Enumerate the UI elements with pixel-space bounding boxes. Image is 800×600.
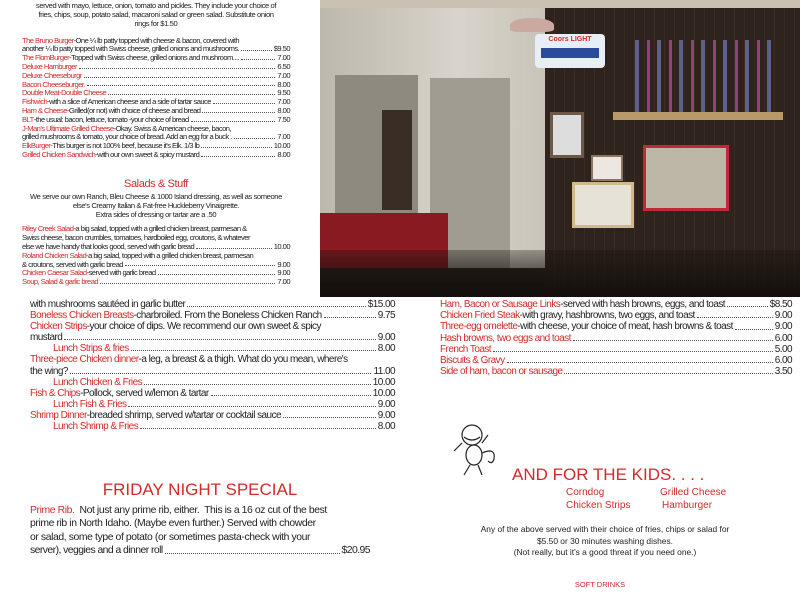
leader-dots (241, 59, 275, 60)
item-price: 9.00 (377, 409, 395, 421)
leader-dots (573, 340, 773, 341)
beer-sign-text: Coors LIGHT (548, 36, 592, 43)
item-name: Chicken Caesar Salad (22, 268, 87, 278)
leader-dots (324, 317, 376, 318)
menu-line (22, 278, 290, 287)
framed-picture (643, 145, 729, 211)
item-name: Lunch Chicken & Fries (53, 376, 143, 388)
item-description: -Okay. Swiss & American cheese, bacon, (113, 123, 231, 133)
menu-line (440, 333, 792, 344)
trophies (635, 40, 775, 112)
menu-line (30, 332, 395, 343)
item-price: 6.00 (774, 355, 792, 367)
item-description: mustard (30, 332, 63, 344)
item-description: -breaded shrimp, served w/tartar or cocktail sauce (86, 409, 282, 421)
leader-dots (191, 121, 276, 122)
item-name: Biscuits & Gravy (440, 355, 505, 367)
salads-intro-line: else's Creamy Italian & Fat-free Huckleberry Vinaigrette. (72, 200, 240, 210)
salads-title: Salads & Stuff (124, 177, 188, 190)
leader-dots (211, 395, 371, 396)
menu-line (30, 354, 395, 365)
menu-line (30, 366, 395, 377)
item-description: -a big salad, topped with a grilled chicken breast, parmesan (86, 250, 254, 260)
item-price: 3.50 (774, 366, 792, 378)
leader-dots (140, 428, 376, 429)
leader-dots (100, 283, 275, 284)
framed-picture (550, 112, 584, 158)
item-price: $9.50 (273, 44, 290, 54)
item-name: Fishwich (22, 97, 48, 107)
prime-rib-name: Prime Rib. (30, 505, 75, 517)
lamp (510, 18, 554, 32)
leader-dots (196, 248, 272, 249)
kids-item: Chicken Strips (566, 500, 631, 511)
leader-dots (697, 317, 773, 318)
leader-dots (128, 406, 375, 407)
leader-dots (70, 373, 372, 374)
menu-line (440, 299, 792, 310)
item-price: $15.00 (367, 299, 395, 310)
friday-special-title: FRIDAY NIGHT SPECIAL (102, 480, 298, 500)
prime-rib-price: $20.95 (341, 545, 370, 557)
item-description: -the usual: bacon, lettuce, tomato -your choice of bread (33, 114, 189, 124)
intro-line: served with mayo, lettuce, onion, tomato and pickles. They include your choice of (35, 1, 277, 10)
kids-title: AND FOR THE KIDS. . . . (512, 465, 705, 484)
item-price: 9.00 (377, 332, 395, 344)
item-name: Lunch Strips & fries (53, 343, 129, 355)
item-name: Soup, Salad & garlic bread (22, 277, 99, 287)
item-description: grilled mushrooms & tomato, your choice of bread. Add an egg for a buck . (22, 132, 232, 142)
kids-item: Hamburger (662, 500, 713, 511)
burger-intro (22, 0, 290, 29)
item-name: Side of ham, bacon or sausage (440, 366, 563, 378)
item-price: 9.00 (774, 321, 792, 333)
item-price: 9.50 (277, 88, 290, 98)
item-description: -with gravy, hashbrowns, two eggs, and toast (519, 310, 695, 322)
item-description: -with our own sweet & spicy mustard (95, 149, 200, 159)
menu-line (30, 321, 395, 332)
menu-line (440, 321, 792, 332)
item-name: French Toast (440, 343, 492, 355)
kids-note (440, 524, 770, 559)
leader-dots (108, 94, 275, 95)
leader-dots (201, 156, 275, 157)
leader-dots (79, 68, 275, 69)
item-price: 7.00 (277, 132, 290, 142)
item-price: 7.00 (277, 97, 290, 107)
item-name: Shrimp Dinner (30, 409, 87, 421)
leader-dots (84, 77, 276, 78)
menu-line (30, 310, 395, 321)
item-price: 8.00 (277, 105, 290, 115)
item-description: -charbroiled. From the Boneless Chicken Ranch (133, 310, 322, 322)
item-description: -with cheese, your choice of meat, hash browns & toast (517, 321, 733, 333)
item-name: Lunch Fish & Fries (53, 398, 127, 410)
item-name: Deluxe Cheeseburgr (22, 70, 82, 80)
item-price: 9.00 (277, 259, 290, 269)
item-description: Swiss cheese, bacon crumbles, tomatoes, hardboiled egg, croutons, & whatever (22, 233, 250, 243)
item-price: 9.00 (377, 398, 395, 410)
item-name: Boneless Chicken Breasts (30, 310, 134, 322)
beer-sign (535, 34, 605, 68)
salads-intro (22, 192, 290, 220)
leader-dots (727, 306, 768, 307)
item-name: Deluxe Hamburger (22, 62, 77, 71)
item-price: 9.00 (277, 268, 290, 278)
leader-dots (87, 85, 275, 86)
salads-intro-line: We serve our own Ranch, Bleu Cheese & 1000 Island dressing, as well as someone (30, 191, 282, 201)
item-name: Ham & Cheese (22, 105, 67, 115)
item-description: -with a slice of American cheese and a side of tartar sauce (47, 97, 211, 107)
item-description: & croutons, served with garlic bread (22, 259, 123, 269)
item-name: Grilled Chicken Sandwich (22, 149, 96, 159)
kids-note-line: Any of the above served with their choice of fries, chips or salad for (480, 524, 730, 534)
item-description: -Pollock, served w/lemon & tartar (80, 387, 209, 399)
item-name: Three-piece Chicken dinner (30, 354, 139, 366)
item-name: Chicken Fried Steak (440, 310, 520, 322)
menu-line (30, 377, 395, 388)
item-description: -Grilled(or not) with choice of cheese and bread (66, 105, 201, 115)
item-price: 7.00 (277, 70, 290, 80)
chairs (320, 250, 800, 297)
item-description: -Topped with Swiss cheese, grilled onions and mushroom.... (69, 53, 240, 63)
breakfast-list (440, 299, 792, 377)
leader-dots (201, 147, 271, 148)
item-price: 7.00 (277, 277, 290, 287)
salads-intro-line: Extra sides of dressing or tartar are a .50 (95, 210, 217, 220)
item-price: 9.00 (774, 310, 792, 322)
item-description: -served with hash browns, eggs, and toast (560, 299, 726, 310)
menu-line (440, 310, 792, 321)
item-price: 7.00 (277, 53, 290, 63)
menu-line (30, 299, 395, 310)
item-price: 10.00 (372, 387, 395, 399)
item-price: 8.00 (277, 79, 290, 89)
leader-dots (507, 362, 773, 363)
kids-note-line: (Not really, but it's a good threat if you need one.) (513, 547, 697, 557)
leader-dots (187, 306, 365, 307)
leader-dots (735, 329, 773, 330)
item-name: The FlomBurger (22, 53, 70, 63)
friday-line: or salad, some type of potato (or sometimes pasta-check with your (30, 531, 311, 543)
item-price: 9.75 (377, 310, 395, 322)
menu-line (22, 151, 290, 160)
leader-dots (493, 351, 773, 352)
framed-picture (591, 155, 623, 181)
intro-line: fries, chips, soup, potato salad, macaroni salad or green salad. Substitute onion (38, 10, 274, 20)
menu-line (30, 343, 395, 354)
item-description: -a big salad, topped with a grilled chicken breast, parmesan & (73, 224, 247, 234)
kids-item: Grilled Cheese (660, 487, 727, 498)
menu-line (440, 344, 792, 355)
friday-line: Not just any prime rib, either. This is a 16 oz cut of the best (74, 505, 327, 517)
leader-dots (144, 384, 371, 385)
item-name: Three-egg omelette (440, 321, 518, 333)
menu-line (440, 355, 792, 366)
item-name: ElkBurger (22, 141, 51, 151)
item-name: Roland Chicken Salad (22, 250, 87, 260)
upper-menu-column (22, 0, 290, 297)
leader-dots (64, 339, 375, 340)
item-description: -served with garlic bread (86, 268, 156, 278)
item-description: with mushrooms sautéed in garlic butter (30, 299, 186, 310)
burger-list (22, 37, 290, 160)
item-description: -One ¼ lb patty topped with cheese & bacon, covered with (73, 35, 240, 45)
menu-line (30, 421, 395, 432)
trophy-shelf (613, 112, 783, 120)
friday-line: prime rib in North Idaho. (Maybe even further.) Served with chowder (30, 518, 316, 530)
item-price: $8.50 (769, 299, 792, 310)
item-price: 6.00 (774, 332, 792, 344)
item-name: Hash browns, two eggs and toast (440, 332, 571, 344)
item-name: Ham, Bacon or Sausage Links (440, 299, 561, 310)
item-price: 8.00 (377, 343, 395, 355)
item-price: 7.50 (277, 114, 290, 124)
restaurant-photo (320, 0, 800, 297)
item-name: Fish & Chips (30, 387, 81, 399)
monkey-icon (450, 423, 502, 479)
item-description: the wing? (30, 365, 68, 377)
kids-item: Corndog (566, 487, 605, 498)
item-name: Bacon Cheeseburger. (22, 79, 86, 89)
item-name: Chicken Strips (30, 321, 87, 333)
leader-dots (564, 373, 772, 374)
item-price: 6.50 (277, 62, 290, 71)
kids-note-line: $5.50 or 30 minutes washing dishes. (537, 535, 673, 546)
friday-special-body (30, 504, 370, 557)
item-description: another ¼ lb patty topped with Swiss cheese, grilled onions and mushrooms. (22, 44, 240, 54)
item-price: 8.00 (377, 421, 395, 433)
leader-dots (131, 350, 376, 351)
item-name: Double Meat-Double Cheese (22, 88, 107, 98)
leader-dots (241, 50, 272, 51)
menu-line (30, 388, 395, 399)
friday-line: server), veggies and a dinner roll (30, 545, 163, 557)
item-name: Riley Creek Salad (22, 224, 74, 234)
leader-dots (165, 553, 340, 554)
item-price: 8.00 (277, 149, 290, 159)
item-description: -This burger is not 100% beef, because it's Elk. 1/3 lb (50, 141, 200, 151)
item-price: 10.00 (273, 241, 290, 251)
menu-line (30, 399, 395, 410)
leader-dots (125, 265, 275, 266)
leader-dots (158, 274, 276, 275)
leader-dots (234, 138, 276, 139)
mains-list (30, 299, 395, 432)
leader-dots (213, 103, 275, 104)
item-price: 10.00 (273, 141, 290, 151)
leader-dots (202, 112, 275, 113)
item-name: The Bruno Burger (22, 35, 74, 45)
lower-menu-column (0, 299, 410, 557)
soft-drinks-heading: SOFT DRINKS (574, 580, 626, 589)
framed-picture (572, 182, 634, 228)
item-name: Lunch Shrimp & Fries (53, 421, 139, 433)
item-price: 11.00 (373, 365, 395, 377)
item-description: -a leg, a breast & a thigh. What do you mean, where's (138, 354, 348, 366)
intro-line: rings for $1.50 (134, 19, 178, 29)
item-name: J-Man's Ultimate Grilled Cheese (22, 123, 114, 133)
item-name: BLT (22, 114, 34, 124)
item-description: -your choice of dips. We recommend our own sweet & spicy (86, 321, 321, 333)
salad-list (22, 225, 290, 287)
menu-line (30, 410, 395, 421)
item-price: 5.00 (774, 343, 792, 355)
item-price: 10.00 (372, 376, 395, 388)
menu-line (440, 366, 792, 377)
leader-dots (283, 417, 376, 418)
item-description: else we have handy that looks good, served with garlic bread (22, 241, 195, 251)
